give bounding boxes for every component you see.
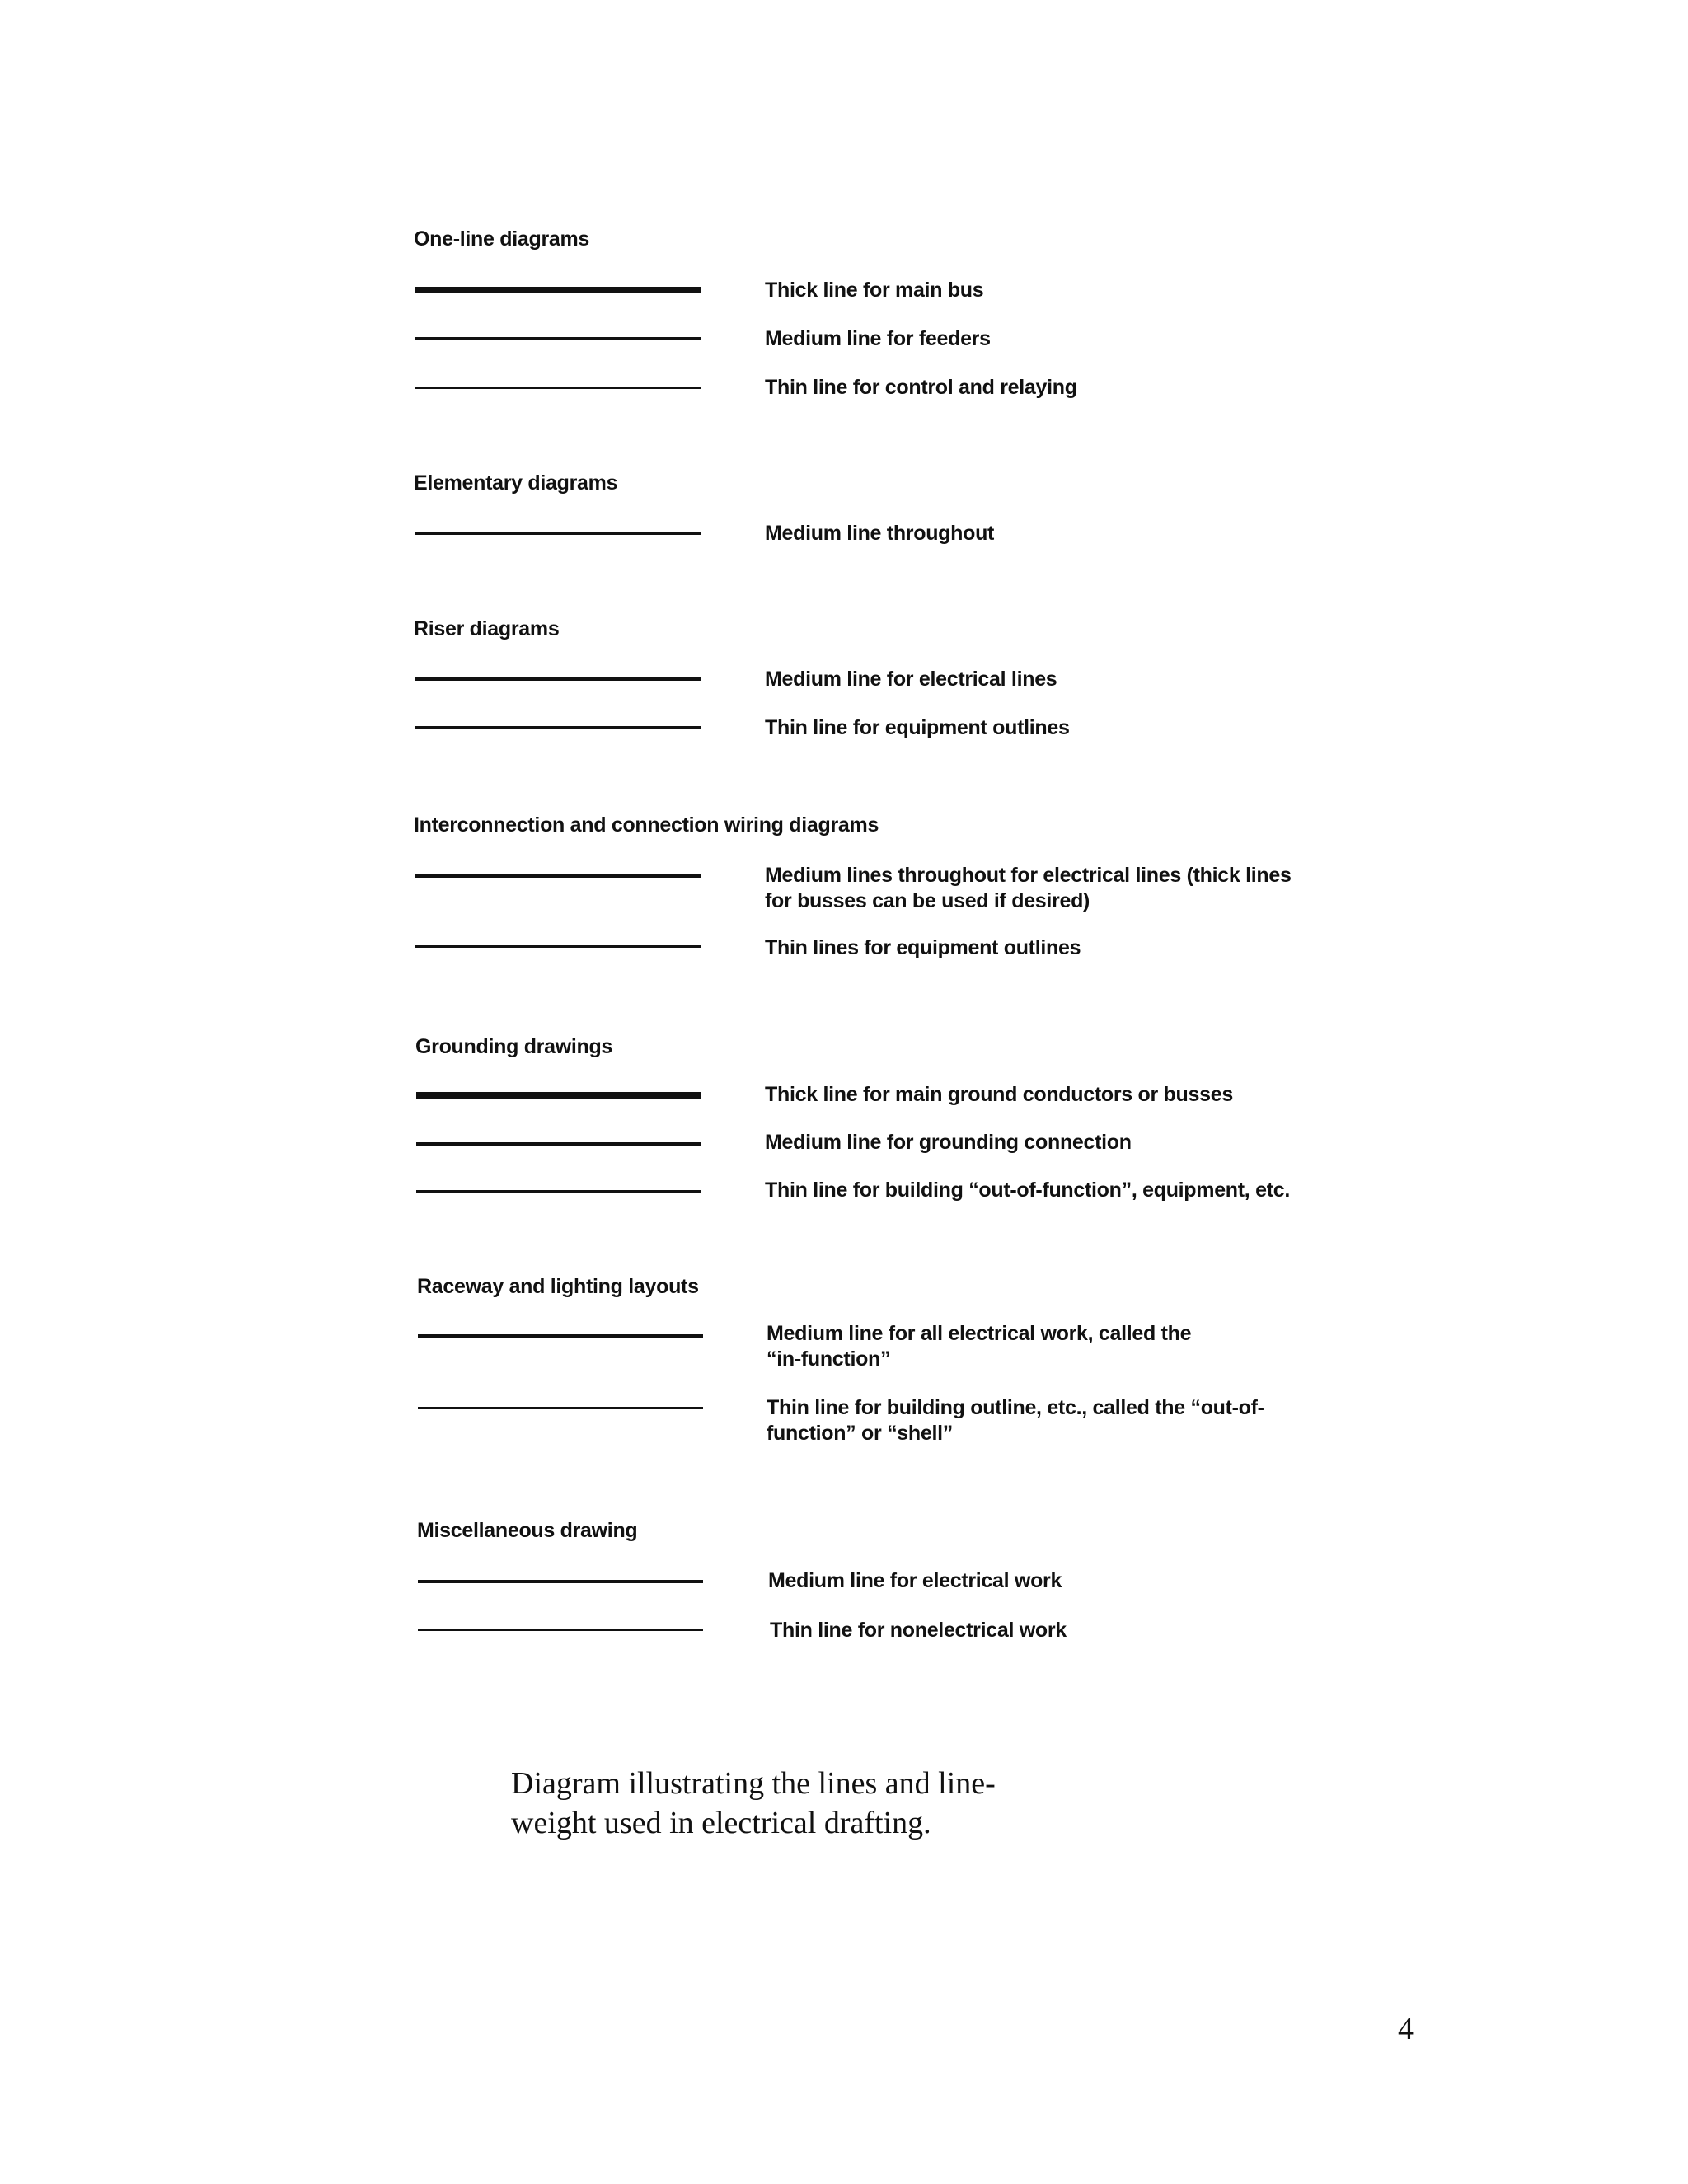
line-sample-thin bbox=[416, 1190, 701, 1193]
section-heading: Elementary diagrams bbox=[414, 471, 618, 494]
line-description-line: Medium line for all electrical work, called the bbox=[767, 1322, 1192, 1345]
line-sample-medium bbox=[415, 677, 701, 681]
caption-line: weight used in electrical drafting. bbox=[511, 1806, 931, 1840]
line-description-line: “in-function” bbox=[767, 1347, 891, 1371]
line-description: Medium line for grounding connection bbox=[765, 1131, 1132, 1154]
line-description: Thin line for building “out-of-function”, equipment, etc. bbox=[765, 1179, 1290, 1202]
section-heading: Raceway and lighting layouts bbox=[417, 1275, 699, 1298]
line-description-line: Thin line for building outline, etc., called the “out-of- bbox=[767, 1396, 1264, 1419]
line-description: Thin line for equipment outlines bbox=[765, 716, 1070, 739]
line-sample-thin bbox=[415, 945, 701, 948]
line-sample-medium bbox=[418, 1580, 703, 1583]
line-sample-thin bbox=[418, 1407, 703, 1409]
line-sample-thin bbox=[415, 387, 701, 389]
line-description: Thin lines for equipment outlines bbox=[765, 936, 1081, 959]
line-description bbox=[767, 1395, 1264, 1446]
line-description: Medium line for electrical lines bbox=[765, 668, 1057, 691]
line-description: Medium line for electrical work bbox=[768, 1569, 1062, 1592]
line-description: Thick line for main bus bbox=[765, 279, 984, 302]
section-heading: Interconnection and connection wiring diagrams bbox=[414, 813, 879, 837]
section-heading: Grounding drawings bbox=[415, 1035, 613, 1058]
line-description-line: Medium lines throughout for electrical lines (thick lines bbox=[765, 864, 1292, 887]
line-description bbox=[765, 863, 1292, 914]
line-description bbox=[767, 1321, 1191, 1372]
line-sample-medium bbox=[415, 532, 701, 535]
line-sample-medium bbox=[418, 1334, 703, 1338]
line-description: Thin line for control and relaying bbox=[765, 376, 1077, 399]
line-description: Thick line for main ground conductors or busses bbox=[765, 1083, 1233, 1106]
line-sample-thick bbox=[415, 287, 701, 293]
line-sample-thick bbox=[416, 1092, 701, 1099]
line-description: Medium line throughout bbox=[765, 522, 995, 545]
line-sample-medium bbox=[415, 337, 701, 340]
line-sample-medium bbox=[416, 1142, 701, 1146]
line-description-line: function” or “shell” bbox=[767, 1422, 953, 1445]
section-heading: Miscellaneous drawing bbox=[417, 1519, 638, 1542]
line-sample-medium bbox=[415, 874, 701, 878]
page-number: 4 bbox=[1398, 2012, 1414, 2046]
section-heading: One-line diagrams bbox=[414, 227, 590, 251]
line-sample-thin bbox=[415, 726, 701, 729]
line-description: Medium line for feeders bbox=[765, 327, 991, 350]
line-description: Thin line for nonelectrical work bbox=[770, 1619, 1067, 1642]
caption-line: Diagram illustrating the lines and line- bbox=[511, 1766, 996, 1801]
line-description-line: for busses can be used if desired) bbox=[765, 889, 1090, 912]
section-heading: Riser diagrams bbox=[414, 617, 560, 640]
line-sample-thin bbox=[418, 1629, 703, 1631]
figure-caption bbox=[511, 1764, 1170, 1843]
